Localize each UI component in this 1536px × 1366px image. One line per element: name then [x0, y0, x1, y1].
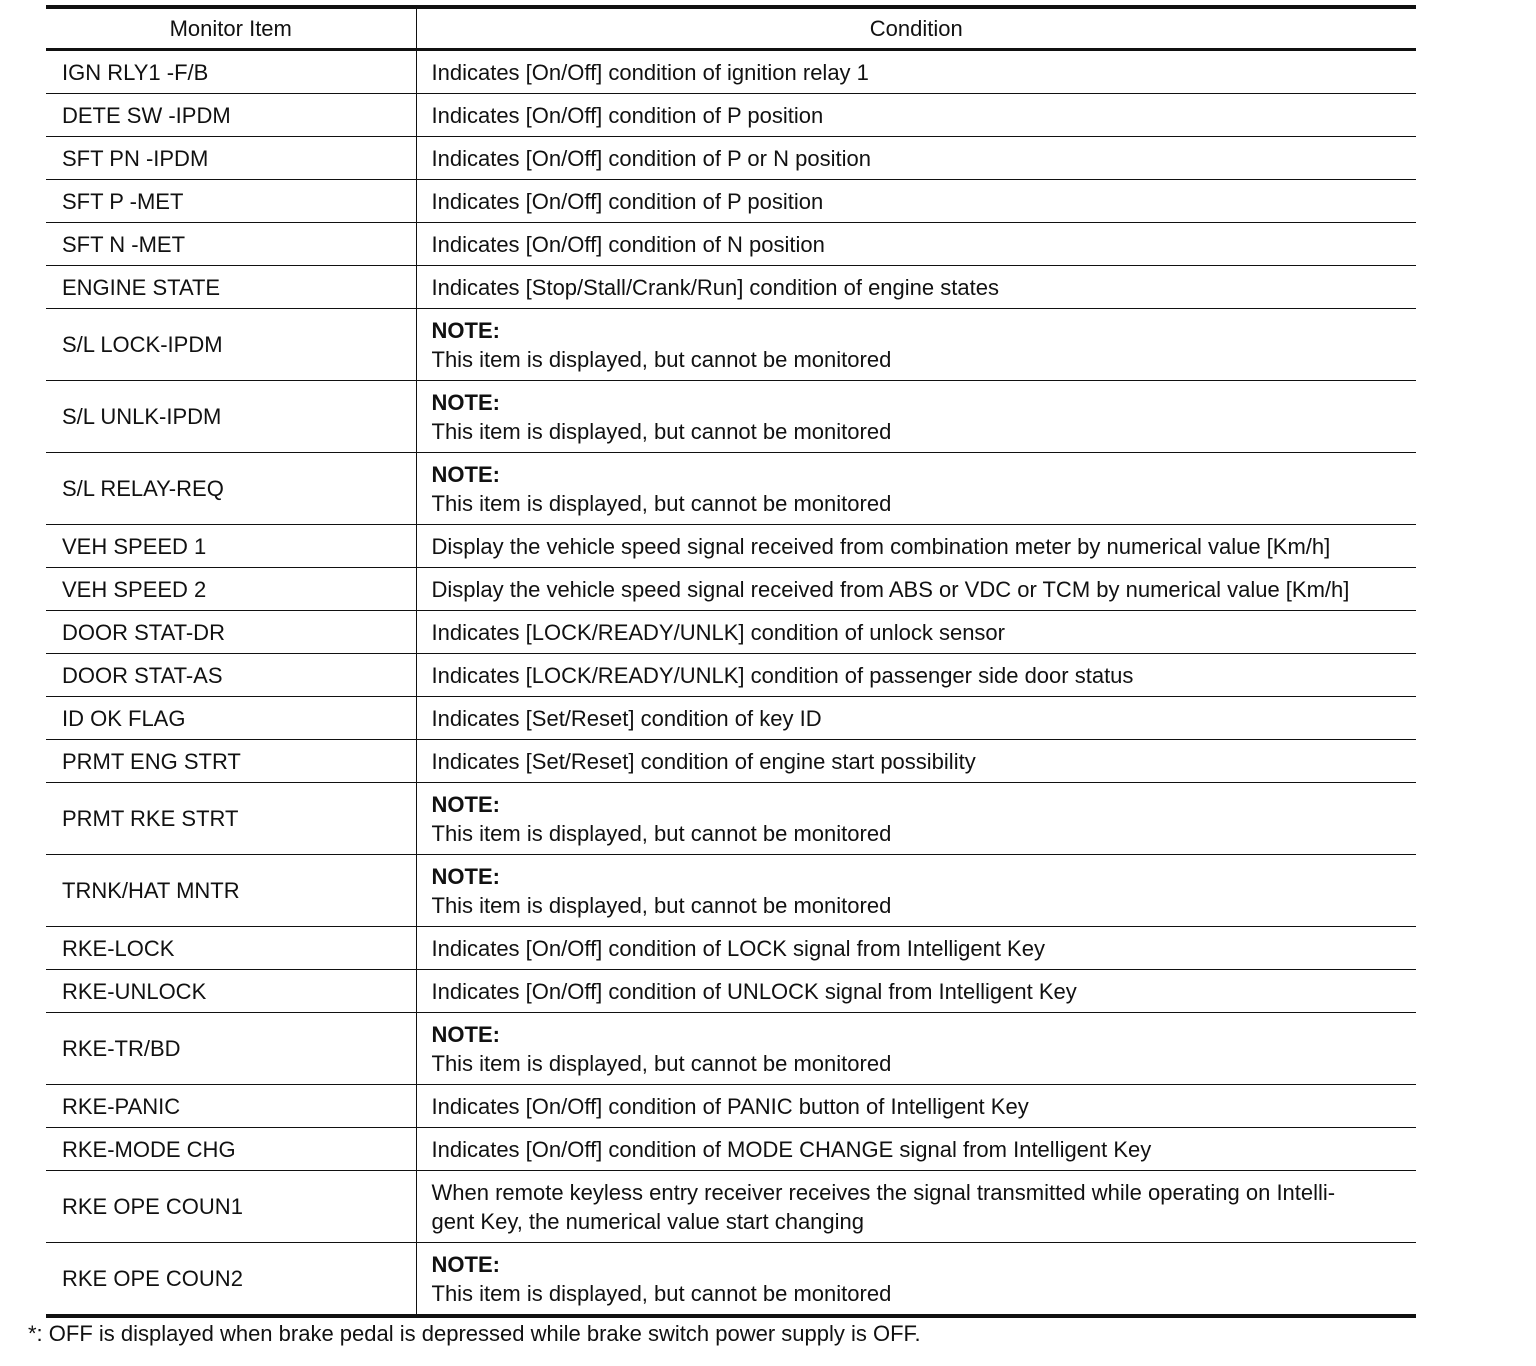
table-row [46, 1085, 1416, 1128]
table-row [46, 1243, 1416, 1317]
table-row [46, 697, 1416, 740]
monitor-item-cell: TRNK/HAT MNTR [46, 855, 416, 927]
table-row [46, 927, 1416, 970]
note-text: This item is displayed, but cannot be monitored [431, 490, 892, 516]
monitor-item-cell: DOOR STAT-DR [46, 611, 416, 654]
monitor-item-cell: RKE OPE COUN2 [46, 1243, 416, 1317]
condition-cell [416, 381, 1416, 453]
condition-cell [416, 783, 1416, 855]
monitor-item-table [46, 5, 1416, 1318]
condition-line-1: When remote keyless entry receiver receives the signal transmitted while operating on Intelli- [431, 1179, 1336, 1205]
condition-cell: Indicates [On/Off] condition of P position [416, 180, 1416, 223]
table-row [46, 223, 1416, 266]
monitor-item-cell: DETE SW -IPDM [46, 94, 416, 137]
monitor-item-cell: SFT N -MET [46, 223, 416, 266]
table-row [46, 568, 1416, 611]
condition-cell [416, 855, 1416, 927]
table-row [46, 180, 1416, 223]
table-row [46, 783, 1416, 855]
condition-cell: Indicates [On/Off] condition of LOCK signal from Intelligent Key [416, 927, 1416, 970]
condition-cell: Indicates [Stop/Stall/Crank/Run] condition of engine states [416, 266, 1416, 309]
monitor-item-cell: ENGINE STATE [46, 266, 416, 309]
condition-cell [416, 453, 1416, 525]
monitor-item-cell: RKE OPE COUN1 [46, 1171, 416, 1243]
condition-cell: Indicates [Set/Reset] condition of key ID [416, 697, 1416, 740]
table-row [46, 970, 1416, 1013]
note-text: This item is displayed, but cannot be monitored [431, 820, 892, 846]
note-text: This item is displayed, but cannot be monitored [431, 1280, 892, 1306]
table-body [46, 50, 1416, 1317]
condition-cell: Indicates [On/Off] condition of MODE CHANGE signal from Intelligent Key [416, 1128, 1416, 1171]
table-row [46, 309, 1416, 381]
monitor-item-cell: SFT PN -IPDM [46, 137, 416, 180]
condition-cell [416, 1013, 1416, 1085]
condition-cell: Display the vehicle speed signal received from combination meter by numerical value [Km/h] [416, 525, 1416, 568]
monitor-item-cell: S/L RELAY-REQ [46, 453, 416, 525]
monitor-item-cell: RKE-LOCK [46, 927, 416, 970]
condition-cell: Display the vehicle speed signal received from ABS or VDC or TCM by numerical value [Km/h] [416, 568, 1416, 611]
note-text: This item is displayed, but cannot be monitored [431, 1050, 892, 1076]
table-row [46, 611, 1416, 654]
table-row [46, 381, 1416, 453]
table-row [46, 1013, 1416, 1085]
footnote: *: OFF is displayed when brake pedal is depressed while brake switch power supply is OFF. [28, 1321, 921, 1346]
condition-line-2: gent Key, the numerical value start changing [431, 1208, 865, 1234]
table-row [46, 525, 1416, 568]
monitor-item-cell: SFT P -MET [46, 180, 416, 223]
table-row [46, 137, 1416, 180]
condition-cell [416, 1171, 1416, 1243]
condition-cell [416, 309, 1416, 381]
header-condition: Condition [416, 7, 1416, 50]
note-label: NOTE: [431, 317, 500, 343]
condition-cell: Indicates [On/Off] condition of P or N position [416, 137, 1416, 180]
condition-cell: Indicates [On/Off] condition of PANIC button of Intelligent Key [416, 1085, 1416, 1128]
monitor-item-cell: VEH SPEED 2 [46, 568, 416, 611]
monitor-item-cell: S/L UNLK-IPDM [46, 381, 416, 453]
condition-cell: Indicates [LOCK/READY/UNLK] condition of unlock sensor [416, 611, 1416, 654]
monitor-item-cell: RKE-UNLOCK [46, 970, 416, 1013]
note-text: This item is displayed, but cannot be monitored [431, 346, 892, 372]
note-label: NOTE: [431, 389, 500, 415]
table-row [46, 855, 1416, 927]
monitor-item-cell: PRMT ENG STRT [46, 740, 416, 783]
table-row [46, 266, 1416, 309]
note-text: This item is displayed, but cannot be monitored [431, 418, 892, 444]
table-row [46, 1171, 1416, 1243]
note-text: This item is displayed, but cannot be monitored [431, 892, 892, 918]
note-label: NOTE: [431, 791, 500, 817]
note-label: NOTE: [431, 1251, 500, 1277]
monitor-item-cell: RKE-TR/BD [46, 1013, 416, 1085]
monitor-item-cell: ID OK FLAG [46, 697, 416, 740]
condition-cell: Indicates [On/Off] condition of UNLOCK signal from Intelligent Key [416, 970, 1416, 1013]
condition-cell [416, 1243, 1416, 1317]
monitor-item-cell: RKE-MODE CHG [46, 1128, 416, 1171]
table-row [46, 453, 1416, 525]
header-monitor-item: Monitor Item [46, 7, 416, 50]
condition-cell: Indicates [On/Off] condition of N position [416, 223, 1416, 266]
monitor-item-cell: RKE-PANIC [46, 1085, 416, 1128]
monitor-item-cell: PRMT RKE STRT [46, 783, 416, 855]
table-row [46, 740, 1416, 783]
table-row [46, 654, 1416, 697]
condition-cell: Indicates [On/Off] condition of ignition relay 1 [431, 59, 869, 85]
condition-cell: Indicates [Set/Reset] condition of engine start possibility [416, 740, 1416, 783]
condition-cell: Indicates [LOCK/READY/UNLK] condition of passenger side door status [416, 654, 1416, 697]
note-label: NOTE: [431, 461, 500, 487]
table-row [46, 94, 1416, 137]
note-label: NOTE: [431, 1021, 500, 1047]
monitor-item-cell: IGN RLY1 -F/B [46, 50, 416, 94]
monitor-item-cell: S/L LOCK-IPDM [46, 309, 416, 381]
table-row [46, 50, 1416, 94]
table-row [46, 1128, 1416, 1171]
monitor-item-cell: DOOR STAT-AS [46, 654, 416, 697]
note-label: NOTE: [431, 863, 500, 889]
table-header-row [46, 7, 1416, 50]
condition-cell: Indicates [On/Off] condition of P position [416, 94, 1416, 137]
monitor-item-cell: VEH SPEED 1 [46, 525, 416, 568]
